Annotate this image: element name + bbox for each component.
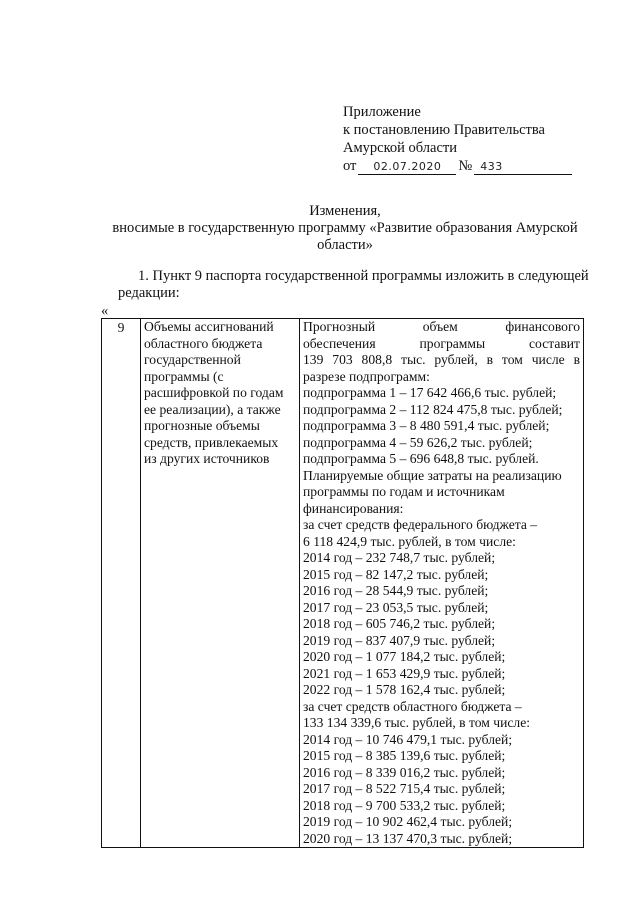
name-line: Объемы ассигнований xyxy=(144,319,274,334)
text-line: 2017 год – 8 522 715,4 тыс. рублей; xyxy=(303,781,506,796)
text-line: Прогнозный объем финансового xyxy=(303,319,580,334)
name-line: государственной xyxy=(144,352,241,367)
text-line: за счет средств областного бюджета – xyxy=(303,698,522,714)
text-line: 2015 год – 8 385 139,6 тыс. рублей; xyxy=(303,748,506,763)
text-line: подпрограмма 3 – 8 480 591,4 тыс. рублей; xyxy=(303,418,550,433)
text-line: 2016 год – 28 544,9 тыс. рублей; xyxy=(303,583,489,598)
text-line: 2020 год – 13 137 470,3 тыс. рублей; xyxy=(303,830,513,846)
header-region: Амурской области xyxy=(343,140,457,156)
title-line-1: Изменения, xyxy=(309,203,381,219)
text-line: подпрограмма 5 – 696 648,8 тыс. рублей. xyxy=(303,451,539,466)
row-text-cell xyxy=(300,319,584,848)
header-appendix: Приложение xyxy=(343,104,421,120)
text-line: подпрограмма 1 – 17 642 466,6 тыс. рублей; xyxy=(303,385,557,400)
text-line: 2014 год – 232 748,7 тыс. рублей; xyxy=(303,550,496,565)
row-name-cell xyxy=(141,319,300,848)
name-line: расшифровкой по годам xyxy=(144,385,284,400)
opening-quote: « xyxy=(101,303,109,319)
name-line: из других источников xyxy=(144,451,270,466)
passport-table xyxy=(101,318,584,848)
text-line: 2020 год – 1 077 184,2 тыс. рублей; xyxy=(303,649,506,664)
document-title xyxy=(100,203,590,254)
name-line: средств, привлекаемых xyxy=(144,434,279,450)
title-line-3: области» xyxy=(317,237,373,253)
handwritten-number: 433 xyxy=(474,160,572,175)
table-row xyxy=(102,319,584,848)
text-line: финансирования: xyxy=(303,500,404,516)
text-line: обеспечения программы составит xyxy=(303,335,580,351)
intro-paragraph: 1. Пункт 9 паспорта государственной программы изложить в следующей xyxy=(138,268,589,284)
text-line: 2014 год – 10 746 479,1 тыс. рублей; xyxy=(303,731,513,747)
row-number: 9 xyxy=(117,320,125,335)
text-line: 2019 год – 837 407,9 тыс. рублей; xyxy=(303,632,496,648)
text-line: 139 703 808,8 тыс. рублей, в том числе в xyxy=(303,352,580,367)
text-line: Планируемые общие затраты на реализацию xyxy=(303,467,562,483)
header-resolution: к постановлению Правительства xyxy=(343,122,545,138)
text-line: 2018 год – 9 700 533,2 тыс. рублей; xyxy=(303,797,506,813)
text-line: 2016 год – 8 339 016,2 тыс. рублей; xyxy=(303,764,506,780)
intro-continuation: редакции: xyxy=(118,285,180,301)
approval-header xyxy=(343,103,572,175)
text-line: 2018 год – 605 746,2 тыс. рублей; xyxy=(303,616,496,631)
name-line: областного бюджета xyxy=(144,335,263,351)
date-prefix: от xyxy=(343,158,357,174)
header-date-number xyxy=(343,157,572,175)
row-number-cell xyxy=(102,319,141,848)
text-line: 2015 год – 82 147,2 тыс. рублей; xyxy=(303,566,489,582)
text-line: 6 118 424,9 тыс. рублей, в том числе: xyxy=(303,533,516,549)
text-line: подпрограмма 2 – 112 824 475,8 тыс. рублей; xyxy=(303,401,563,417)
text-line: подпрограмма 4 – 59 626,2 тыс. рублей; xyxy=(303,434,533,450)
text-line: программы по годам и источникам xyxy=(303,484,505,499)
text-line: 2021 год – 1 653 429,9 тыс. рублей; xyxy=(303,665,506,681)
text-line: разрезе подпрограмм: xyxy=(303,368,430,384)
text-line: за счет средств федерального бюджета – xyxy=(303,517,538,532)
text-line: 2019 год – 10 902 462,4 тыс. рублей; xyxy=(303,814,513,829)
text-line: 2017 год – 23 053,5 тыс. рублей; xyxy=(303,599,489,615)
number-sign: № xyxy=(458,158,473,174)
handwritten-date: 02.07.2020 xyxy=(358,160,456,175)
name-line: программы (с xyxy=(144,368,224,384)
text-line: 2022 год – 1 578 162,4 тыс. рублей; xyxy=(303,682,506,697)
title-line-2: вносимые в государственную программу «Развитие образования Амурской xyxy=(112,220,578,236)
text-line: 133 134 339,6 тыс. рублей, в том числе: xyxy=(303,715,531,730)
name-line: прогнозные объемы xyxy=(144,418,260,433)
name-line: ее реализации), а также xyxy=(144,401,281,417)
